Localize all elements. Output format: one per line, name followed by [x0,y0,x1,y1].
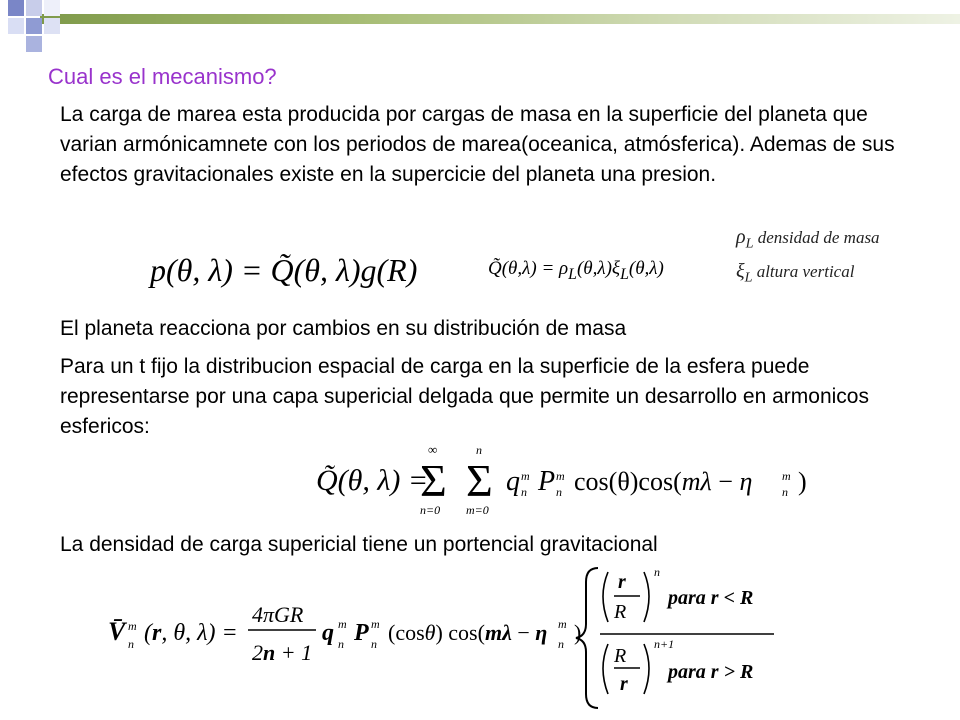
decor-square [8,0,24,16]
svg-text:): ) [574,620,582,645]
svg-text:m=0: m=0 [466,503,489,517]
svg-text:n: n [338,637,344,651]
svg-text:R: R [614,601,627,623]
legend-xi: $\xi_L$ altura vertical [736,260,855,286]
header-gradient-bar [40,14,960,24]
svg-text:∞: ∞ [428,442,438,457]
svg-text:): ) [798,467,807,496]
svg-text:m: m [556,469,565,483]
svg-text:Q̃(θ, λ) =: Q̃(θ, λ) = [316,464,429,497]
svg-text:n: n [558,637,564,651]
svg-text:n: n [782,485,788,499]
svg-text:V̄: V̄ [108,617,126,646]
svg-text:n: n [521,485,527,499]
svg-text:n+1: n+1 [654,637,675,651]
decor-square [26,0,42,16]
paragraph-planet-reaction: El planeta reacciona por cambios en su distribución de masa [60,317,627,340]
svg-text:r: r [618,571,626,593]
svg-text:para r < R: para r < R [668,587,754,609]
svg-text:P: P [354,620,369,646]
decor-square [26,18,42,34]
svg-text:R: R [614,645,627,667]
svg-text:n: n [371,637,377,651]
paragraph-tidal-load: La carga de marea esta producida por cargas de masa en la superficie del planeta que varian armónicamnete con los periodos de marea(oceanica, atmósferica). Ademas de sus efectos gravitacionales existe en la supercicie del planeta una presion. [60,103,895,186]
paragraph-gravitational-potential: La densidad de carga supericial tiene un portencial gravitacional [60,533,658,556]
svg-text:m: m [371,617,380,631]
svg-text:m: m [558,617,567,631]
svg-text:n: n [476,443,482,457]
svg-text:2n + 1: 2n + 1 [252,640,313,665]
decor-square [26,36,42,52]
svg-text:(cosθ) cos(mλ − η: (cosθ) cos(mλ − η [388,620,548,645]
svg-text:m: m [782,469,791,483]
svg-text:n: n [654,565,660,579]
svg-text:P: P [538,466,556,497]
svg-text:4πGR: 4πGR [252,602,304,627]
svg-text:n: n [556,485,562,499]
slide-heading: Cual es el mecanismo? [48,64,277,89]
decor-square [44,0,60,16]
decor-square [44,18,60,34]
svg-text:m: m [338,617,347,631]
svg-text:para r > R: para r > R [668,661,754,683]
equation-gravitational-potential [108,562,780,712]
legend-rho: $\rho_L$ densidad de masa [736,226,880,252]
svg-text:n=0: n=0 [420,503,441,517]
svg-text:n: n [128,637,134,651]
equation-pressure: p(θ, λ) = Q̃(θ, λ)g(R) [150,252,418,288]
svg-text:m: m [521,469,530,483]
svg-text:Σ: Σ [466,455,493,506]
svg-text:(r, θ, λ) =: (r, θ, λ) = [144,620,238,646]
paragraph-harmonic-expansion: Para un t fijo la distribucion espacial de carga en la superficie de la esfera puede representarse por una capa supericial delgada que permite un desarrollo en armonicos esfericos: [60,355,869,438]
svg-text:m: m [128,619,137,633]
equation-load-density: Q̃(θ,λ) = $\rho_L(\theta,\lambda)\xi_L(\theta,\lambda)$ [488,258,664,283]
svg-text:Σ: Σ [420,455,447,506]
equation-harmonic-expansion [316,440,816,518]
svg-text:r: r [620,673,628,695]
decor-square [8,18,24,34]
svg-text:q: q [322,620,334,646]
svg-text:cos(θ)cos(mλ − η: cos(θ)cos(mλ − η [574,467,753,496]
svg-text:q: q [506,466,520,497]
